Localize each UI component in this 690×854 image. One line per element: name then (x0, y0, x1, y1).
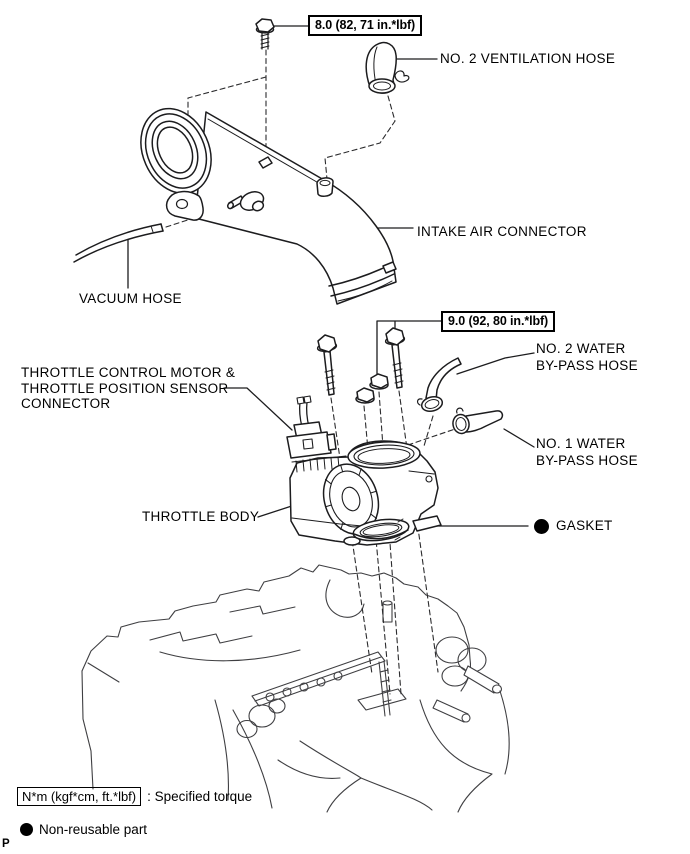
water-bypass-hose-1-drawing (451, 408, 502, 435)
label-line: BY-PASS HOSE (536, 453, 638, 468)
torque-spec-throttle-body: 9.0 (92, 80 in.*lbf) (441, 311, 555, 332)
throttle-nut-left-drawing (356, 388, 374, 403)
label-throttle-body: THROTTLE BODY (142, 509, 260, 524)
throttle-connector-drawing (287, 396, 336, 458)
label-gasket: GASKET (556, 518, 613, 533)
label-line: NO. 1 WATER (536, 436, 626, 451)
label-line: NO. 2 WATER (536, 341, 626, 356)
water-bypass-hose-2-drawing (418, 358, 461, 413)
label-line: THROTTLE CONTROL MOTOR & (21, 365, 236, 380)
label-water-bypass-hose-2 (536, 340, 638, 374)
non-reusable-bullet-icon (534, 519, 549, 534)
label-intake-air-connector: INTAKE AIR CONNECTOR (417, 224, 587, 239)
page-marker: P (2, 838, 10, 850)
throttle-nut-right-drawing (370, 374, 388, 389)
ventilation-hose-drawing (366, 43, 409, 94)
throttle-bolt-left-drawing (317, 335, 337, 395)
engine-block-drawing (82, 565, 509, 812)
label-vacuum-hose: VACUUM HOSE (79, 291, 182, 306)
label-throttle-connector (21, 365, 235, 412)
label-ventilation-hose: NO. 2 VENTILATION HOSE (440, 51, 616, 66)
vacuum-hose-drawing (74, 224, 163, 262)
legend-non-reusable (20, 822, 147, 837)
mount-bracket (167, 192, 204, 221)
intake-air-connector-drawing (128, 97, 396, 304)
torque-spec-intake-bolt: 8.0 (82, 71 in.*lbf) (308, 15, 422, 36)
label-line: BY-PASS HOSE (536, 358, 638, 373)
intake-bolt-drawing (256, 19, 274, 49)
legend-torque (17, 787, 252, 806)
legend-torque-meaning: : Specified torque (147, 789, 253, 804)
label-line: CONNECTOR (21, 396, 111, 411)
label-water-bypass-hose-1 (536, 435, 638, 469)
non-reusable-bullet-icon (20, 823, 33, 836)
label-line: THROTTLE POSITION SENSOR (21, 380, 229, 396)
legend-torque-symbol: N*m (kgf*cm, ft.*lbf) (17, 787, 141, 806)
legend-non-reusable-text: Non-reusable part (39, 822, 148, 837)
